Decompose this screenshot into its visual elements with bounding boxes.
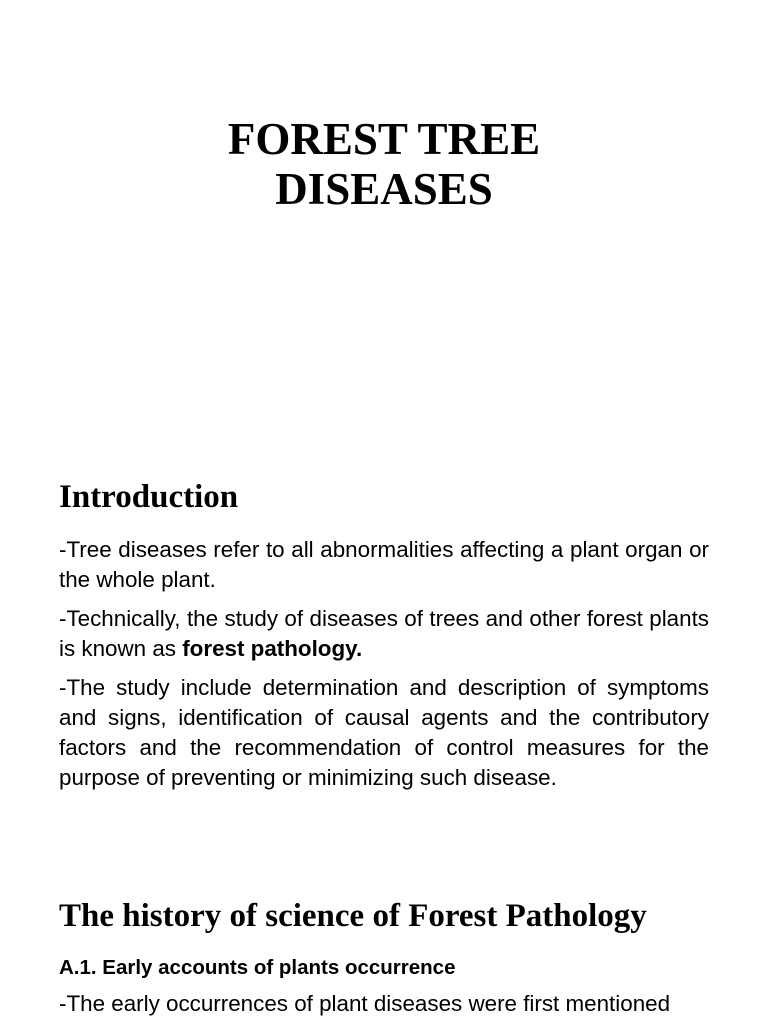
history-subheading: A.1. Early accounts of plants occurrence [59, 956, 456, 979]
document-title [0, 114, 768, 214]
forest-pathology-term: forest pathology. [182, 636, 363, 661]
paragraph-2-text: -Technically, the study of diseases of trees and other forest plants is known as [59, 606, 709, 661]
introduction-paragraph-2 [59, 604, 709, 664]
history-paragraph-1: -The early occurrences of plant diseases were first mentioned [59, 991, 671, 1016]
introduction-paragraph-1: -Tree diseases refer to all abnormalities affecting a plant organ or the whole plant. [59, 537, 709, 592]
introduction-heading: Introduction [59, 479, 239, 515]
title-line-2: DISEASES [275, 164, 493, 214]
introduction-paragraph-3: -The study include determination and description of symptoms and signs, identification of causal agents and the contributory factors and the recommendation of control measures for the purpose of preventing or minimizing such disease. [59, 675, 709, 790]
history-heading: The history of science of Forest Pathology [59, 898, 647, 934]
title-line-1: FOREST TREE [227, 114, 541, 164]
